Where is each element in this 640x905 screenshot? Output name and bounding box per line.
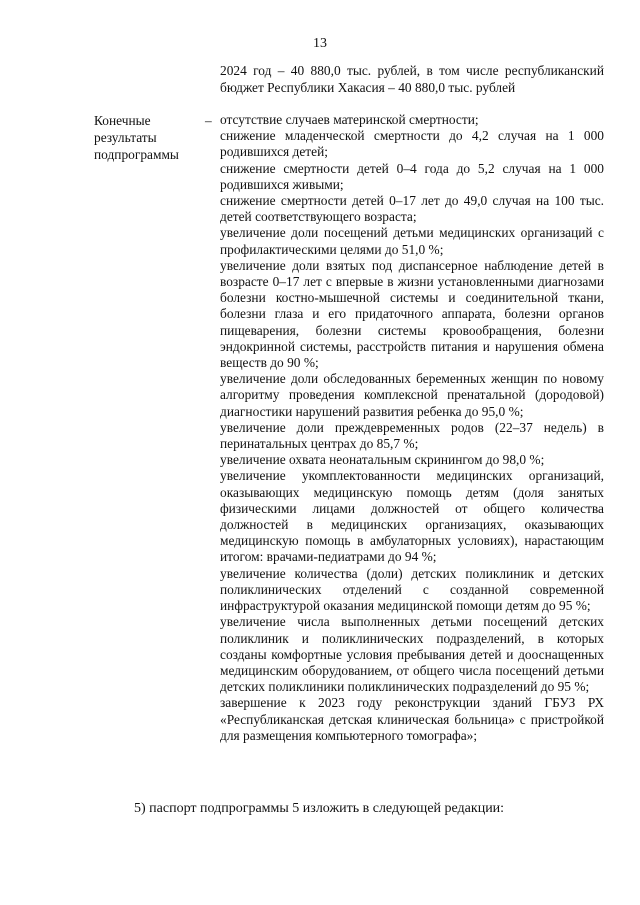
result-item: снижение смертности детей 0–17 лет до 49,0 случая на 100 тыс. детей соответствующего возраста; (220, 193, 604, 225)
result-item: увеличение числа выполненных детьми посещений детских поликлиник и поликлинических подразделений, в которых созданы комфортные условия пребывания детей и дооснащенных медицинским оборудованием, от общего числа посещений детьми детских поликлиники поликлинических подразделений до 95 %; (220, 614, 604, 695)
result-item: увеличение охвата неонатальным скринингом до 98,0 %; (220, 452, 545, 468)
result-item: увеличение доли обследованных беременных женщин по новому алгоритму проведения комплексной пренатальной (дородовой) диагностики нарушений развития ребенка до 95,0 %; (220, 371, 604, 419)
result-item: увеличение доли преждевременных родов (22–37 недель) в перинатальных центрах до 85,7 %; (220, 419, 604, 452)
intro-line: 2024 год – 40 880,0 тыс. рублей, в том числе республиканский бюджет Республики Хакасия – 40 880,0 тыс. рублей (220, 63, 604, 95)
result-item: отсутствие случаев материнской смертности; (220, 112, 479, 127)
footer-text: 5) паспорт подпрограммы 5 изложить в следующей редакции: (134, 801, 505, 816)
section-dash: – (205, 113, 212, 128)
result-item: завершение к 2023 году реконструкции зданий ГБУЗ РХ «Республиканская детская клиническая больница» с пристройкой для размещения компьютерного томографа»; (220, 695, 604, 743)
result-item: увеличение укомплектованности медицинских организаций, оказывающих медицинскую помощь детям (доля занятых физическими лицами должностей от общего количества должностей в медицинских организациях, оказывающих медицинскую помощь в амбулаторных условиях), нарастающим итогом: врачами-педиатрами до 94 %; (220, 468, 604, 565)
result-item: увеличение доли посещений детьми медицинских организаций с профилактическими целями до 51,0 %; (220, 225, 604, 257)
result-item: снижение младенческой смертности до 4,2 случая на 1 000 родившихся детей; (220, 128, 604, 160)
section-label-line: Конечные (94, 113, 151, 128)
section-label-line: подпрограммы (94, 147, 179, 162)
intro-text (220, 62, 604, 96)
section-label (94, 112, 204, 163)
result-item: увеличение количества (доли) детских поликлиник и детских поликлинических отделений с созданной современной инфраструктурой оказания медицинской помощи детям до 95 %; (220, 565, 604, 614)
page-number: 13 (313, 36, 327, 51)
section-label-line: результаты (94, 130, 157, 145)
result-item: снижение смертности детей 0–4 года до 5,2 случая на 1 000 родившихся живыми; (220, 160, 604, 192)
result-item: увеличение доли взятых под диспансерное наблюдение детей в возрасте 0–17 лет с впервые в жизни установленными диагнозами болезни костно-мышечной системы и соединительной ткани, болезни глаза и его придаточного аппарата, болезни органов пищеварения, болезни системы кровообращения, болезни эндокринной системы, расстройств питания и нарушения обмена веществ до 90 %; (220, 257, 604, 371)
results-list (220, 112, 604, 744)
